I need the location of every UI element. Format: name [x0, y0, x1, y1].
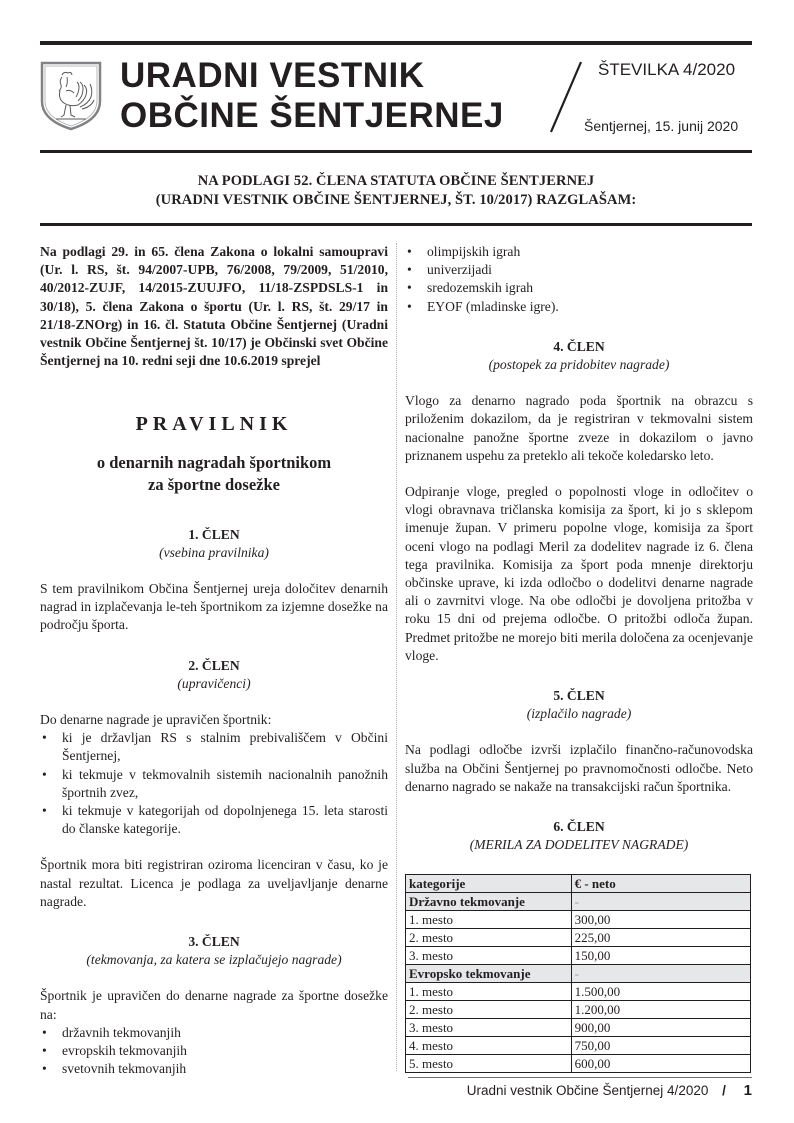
article-3-bullets-part2 — [405, 243, 753, 316]
list-item: • olimpijskih igrah — [405, 243, 753, 261]
list-item: • svetovnih tekmovanjih — [40, 1060, 388, 1078]
article-subtitle: (tekmovanja, za katera se izplačujejo nagrade) — [86, 952, 342, 968]
article-3-bullets-part1 — [40, 1024, 388, 1079]
table-cell-value: - — [571, 893, 750, 911]
list-item: • ki tekmuje v tekmovalnih sistemih nacionalnih panožnih športnih zvez, — [40, 766, 388, 802]
slash-divider-icon — [548, 60, 584, 139]
table-cell-label: 2. mesto — [406, 929, 572, 947]
article-5-heading — [405, 687, 753, 723]
article-number: 2. ČLEN — [188, 657, 240, 673]
footer-rule — [408, 1077, 752, 1078]
footer-separator: / — [722, 1083, 726, 1098]
table-row — [406, 911, 751, 929]
table-cell-value: 600,00 — [571, 1055, 750, 1073]
table-row — [406, 1001, 751, 1019]
document-title: PRAVILNIK — [135, 413, 293, 436]
table-cell-label: 5. mesto — [406, 1055, 572, 1073]
table-cell-label: 1. mesto — [406, 911, 572, 929]
table-cell-value: 1.200,00 — [571, 1001, 750, 1019]
proclamation — [40, 172, 752, 210]
proclamation-line2: (URADNI VESTNIK OBČINE ŠENTJERNEJ, ŠT. 10/2017) RAZGLAŠAM: — [155, 192, 637, 208]
article-subtitle: (izplačilo nagrade) — [526, 706, 632, 722]
article-3-lead: Športnik je upravičen do denarne nagrade za športne dosežke na: — [40, 988, 388, 1022]
list-item: • ki je državljan RS s stalnim prebivališčem v Občini Šentjernej, — [40, 729, 388, 765]
page-number: 1 — [743, 1082, 752, 1099]
table-cell-value: 225,00 — [571, 929, 750, 947]
article-subtitle: (MERILA ZA DODELITEV NAGRADE) — [469, 837, 689, 853]
list-item: • sredozemskih igrah — [405, 279, 753, 297]
article-number: 1. ČLEN — [188, 526, 240, 542]
article-number: 4. ČLEN — [553, 338, 605, 354]
proclamation-line1: NA PODLAGI 52. ČLENA STATUTA OBČINE ŠENTJERNEJ — [197, 173, 595, 189]
table-cell-value: 750,00 — [571, 1037, 750, 1055]
article-2-lead: Do denarne nagrade je upravičen športnik: — [40, 712, 272, 728]
article-subtitle: (upravičenci) — [177, 675, 251, 691]
article-3-heading — [40, 933, 388, 969]
article-2-text: Športnik mora biti registriran oziroma licenciran v času, ko je nastal rezultat. Licenca je podlaga za uveljavljanje denarne nagrade. — [40, 857, 388, 909]
article-2-bullets — [40, 729, 388, 838]
table-cell-value: 150,00 — [571, 947, 750, 965]
coat-of-arms-rooster-icon — [40, 61, 102, 131]
document-subtitle-line1: o denarnih nagradah športnikom — [96, 452, 332, 472]
table-cell-value: 300,00 — [571, 911, 750, 929]
document-subtitle — [40, 452, 388, 496]
article-number: 3. ČLEN — [188, 934, 240, 950]
table-header-row — [406, 875, 751, 893]
table-cell-label: 3. mesto — [406, 1019, 572, 1037]
list-item: • univerzijadi — [405, 261, 753, 279]
table-row — [406, 983, 751, 1001]
article-4-text2: Odpiranje vloge, pregled o popolnosti vloge in odločitev o vlogi obravnava tričlanska komisija za šport, ki jo s sklepom imenuje župan. V primeru popolne vloge, komisija za šport oceni vlogo na podlagi Meril za dodelitev nagrade iz 6. člena tega pravilnika. Komisija za šport poda mnenje direktorju občinske uprave, ki izda odločbo o dodelitvi denarne nagrade ali o zavrnitvi vloge. Na obe odločbi je dovoljena pritožba v roku 15 dni od prejema odločbe. O pritožbi odloča župan. Predmet pritožbe ne morejo biti merila določena za ocenjevanje vloge. — [405, 484, 753, 663]
proclamation-rule — [40, 223, 752, 226]
publication-title-line2: OBČINE ŠENTJERNEJ — [120, 96, 504, 135]
article-5-text: Na podlagi odločbe izvrši izplačilo finančno-računovodska služba na Občini Šentjernej po pravnomočnosti odločbe. Neto denarno nagrado se nakaže na transakcijski račun športnika. — [405, 742, 753, 794]
left-column — [40, 243, 388, 1079]
table-cell-value: 1.500,00 — [571, 983, 750, 1001]
table-cell-value: - — [571, 965, 750, 983]
publication-title — [120, 56, 504, 136]
footer-publication: Uradni vestnik Občine Šentjernej 4/2020 — [466, 1083, 709, 1098]
publication-title-line1: URADNI VESTNIK — [120, 56, 425, 95]
intro-paragraph: Na podlagi 29. in 65. člena Zakona o lokalni samoupravi (Ur. l. RS, št. 94/2007-UPB, 76/2008, 79/2009, 51/2010, 40/2012-ZUJF, 14/2015-ZUUJFO, 11/18-ZSPDSLS-1 in 30/18), 5. člena Zakona o športu (Ur. l. RS, št. 29/17 in 21/18-ZNOrg) in 16. čl. Statuta Občine Šentjernej (Uradni vestnik Občine Šentjernej št. 10/17) je Občinski svet Občine Šentjernej na 10. redni seji dne 10.6.2019 sprejel — [40, 244, 388, 369]
issue-number: ŠTEVILKA 4/2020 — [598, 60, 736, 79]
issue-date: Šentjernej, 15. junij 2020 — [584, 118, 739, 134]
awards-table — [405, 874, 751, 1073]
article-4-text: Vlogo za denarno nagrado poda športnik na obrazcu s priloženim dokazilom, da je registriran v tekmovalni sistem nacionalne panožne športne zveze in dokazilom o javno priznanem uspehu za preteklo ali tekoče koledarsko leto. — [405, 393, 753, 463]
article-6-heading — [405, 818, 753, 854]
table-row-group — [406, 965, 751, 983]
article-subtitle: (postopek za pridobitev nagrade) — [488, 357, 670, 373]
list-item: • EYOF (mladinske igre). — [405, 298, 753, 316]
list-item: • državnih tekmovanjih — [40, 1024, 388, 1042]
article-4-heading — [405, 338, 753, 374]
masthead-bottom-rule — [40, 150, 752, 153]
article-2-heading — [40, 657, 388, 693]
table-row-group — [406, 893, 751, 911]
article-subtitle: (vsebina pravilnika) — [159, 544, 269, 560]
article-number: 5. ČLEN — [553, 688, 605, 704]
page-footer — [467, 1082, 752, 1099]
column-header-categories: kategorije — [406, 875, 572, 893]
masthead-top-rule — [40, 41, 752, 45]
article-1-heading — [40, 526, 388, 562]
table-cell-label: Državno tekmovanje — [406, 893, 572, 911]
table-cell-label: 3. mesto — [406, 947, 572, 965]
table-cell-label: 1. mesto — [406, 983, 572, 1001]
table-cell-label: 2. mesto — [406, 1001, 572, 1019]
list-item: • evropskih tekmovanjih — [40, 1042, 388, 1060]
table-cell-label: 4. mesto — [406, 1037, 572, 1055]
document-subtitle-line2: za športne dosežke — [148, 474, 280, 494]
right-column — [405, 243, 753, 1073]
list-item: • ki tekmuje v kategorijah od dopolnjenega 15. leta starosti do članske kategorije. — [40, 802, 388, 838]
table-row — [406, 929, 751, 947]
column-divider — [396, 243, 397, 1071]
article-number: 6. ČLEN — [553, 819, 605, 835]
table-row — [406, 1055, 751, 1073]
table-row — [406, 1037, 751, 1055]
table-cell-value: 900,00 — [571, 1019, 750, 1037]
table-row — [406, 1019, 751, 1037]
article-1-text: S tem pravilnikom Občina Šentjernej ureja določitev denarnih nagrad in izplačevanja le-teh športnikom za izjemne dosežke na področju športa. — [40, 581, 388, 633]
table-cell-label: Evropsko tekmovanje — [406, 965, 572, 983]
table-row — [406, 947, 751, 965]
column-header-amount: € - neto — [571, 875, 750, 893]
